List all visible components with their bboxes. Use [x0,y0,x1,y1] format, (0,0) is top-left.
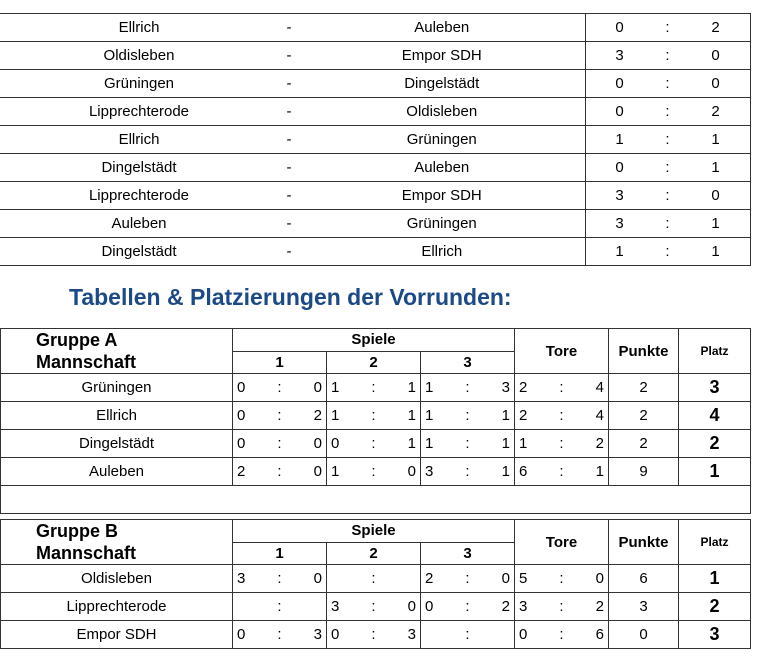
group-name: Gruppe B [36,521,119,541]
game-score [327,593,421,621]
score-right: 3 [407,626,416,643]
game-score [233,565,327,593]
score-colon: : [559,435,564,452]
score-left: 3 [615,215,624,232]
score-colon: : [559,407,564,424]
game-score [421,593,515,621]
score-colon: : [465,435,470,452]
rank: 3 [679,374,751,402]
score-right [496,626,510,643]
goals [515,374,609,402]
away-team: Auleben [299,154,585,182]
score-left: 0 [237,407,246,424]
score-colon: : [465,626,470,643]
game-score [327,565,421,593]
match-score [585,14,750,42]
game-2-header: 2 [327,542,421,565]
group-b-table [0,519,751,649]
score-colon: : [277,407,282,424]
score-left: 5 [519,570,528,587]
game-score [421,374,515,402]
away-team: Grüningen [299,210,585,238]
team-column-header: Mannschaft [36,543,137,563]
game-score [327,374,421,402]
team-name: Dingelstädt [1,430,233,458]
score-right: 3 [501,379,510,396]
score-colon: : [277,626,282,643]
goals-header: Tore [515,329,609,374]
separator: - [279,210,299,238]
score-right: 1 [407,435,416,452]
score-colon: : [665,75,670,92]
team-name: Lipprechterode [1,593,233,621]
game-score [421,621,515,649]
home-team: Grüningen [0,70,279,98]
home-team: Ellrich [0,14,279,42]
score-colon: : [665,47,670,64]
score-left: 2 [519,379,528,396]
score-right: 1 [711,131,720,148]
score-right: 1 [407,407,416,424]
points: 2 [609,430,679,458]
score-left: 0 [615,159,624,176]
score-colon: : [559,379,564,396]
separator: - [279,182,299,210]
game-score [327,402,421,430]
section-heading: Tabellen & Platzierungen der Vorrunden: [69,284,512,310]
game-3-header: 3 [421,542,515,565]
goals [515,565,609,593]
score-right: 0 [313,435,322,452]
score-left: 1 [331,463,340,480]
score-colon: : [559,626,564,643]
goals [515,593,609,621]
score-colon: : [559,570,564,587]
away-team: Empor SDH [299,182,585,210]
score-colon: : [665,243,670,260]
separator: - [279,238,299,266]
game-2-header: 2 [327,351,421,374]
score-left: 1 [519,435,528,452]
game-score [421,565,515,593]
game-1-header: 1 [233,542,327,565]
score-left: 3 [331,598,340,615]
match-score [585,154,750,182]
score-right: 0 [313,570,322,587]
match-row [0,42,750,70]
team-name: Oldisleben [1,565,233,593]
score-colon: : [371,463,376,480]
score-right: 2 [595,598,604,615]
score-left [237,598,251,615]
separator: - [279,42,299,70]
match-row [0,210,750,238]
score-right: 0 [711,187,720,204]
score-left: 3 [425,463,434,480]
score-left: 0 [237,435,246,452]
score-colon: : [665,103,670,120]
score-colon: : [371,626,376,643]
game-score [233,593,327,621]
game-score [233,458,327,486]
goals [515,621,609,649]
score-left: 1 [425,407,434,424]
score-colon: : [371,407,376,424]
score-left: 2 [519,407,528,424]
match-row [0,98,750,126]
standings-row [1,402,751,430]
away-team: Empor SDH [299,42,585,70]
score-colon: : [277,570,282,587]
points: 3 [609,593,679,621]
score-right: 1 [501,463,510,480]
score-left: 0 [615,75,624,92]
match-score [585,126,750,154]
points: 6 [609,565,679,593]
game-3-header: 3 [421,351,515,374]
score-colon: : [277,379,282,396]
game-score [327,621,421,649]
game-score [421,430,515,458]
rank: 4 [679,402,751,430]
score-right: 0 [407,598,416,615]
score-right [402,570,416,587]
team-name: Ellrich [1,402,233,430]
score-left: 0 [331,626,340,643]
group-header [1,329,233,374]
rank: 2 [679,593,751,621]
score-right: 1 [501,407,510,424]
goals [515,402,609,430]
score-colon: : [665,187,670,204]
game-score [421,458,515,486]
separator: - [279,154,299,182]
score-right: 0 [313,463,322,480]
separator: - [279,14,299,42]
score-colon: : [371,598,376,615]
match-results-table [0,13,751,266]
score-right: 2 [711,19,720,36]
rank: 2 [679,430,751,458]
score-left: 3 [237,570,246,587]
away-team: Oldisleben [299,98,585,126]
standings-row [1,565,751,593]
score-right: 4 [595,407,604,424]
score-colon: : [665,215,670,232]
match-score [585,42,750,70]
rank-header: Platz [679,520,751,565]
match-score [585,70,750,98]
score-left: 1 [425,379,434,396]
score-right: 4 [595,379,604,396]
separator: - [279,126,299,154]
rank-header: Platz [679,329,751,374]
score-left: 0 [237,379,246,396]
score-colon: : [665,131,670,148]
points: 2 [609,374,679,402]
score-left [425,626,439,643]
score-right: 0 [407,463,416,480]
score-left: 3 [615,187,624,204]
score-colon: : [665,19,670,36]
team-name: Empor SDH [1,621,233,649]
home-team: Dingelstädt [0,154,279,182]
group-a-table [0,328,751,514]
score-colon: : [277,598,282,615]
standings-row [1,458,751,486]
score-left [331,570,345,587]
score-left: 0 [519,626,528,643]
score-right: 0 [501,570,510,587]
score-right: 2 [501,598,510,615]
score-colon: : [277,463,282,480]
score-left: 2 [425,570,434,587]
match-score [585,238,750,266]
home-team: Ellrich [0,126,279,154]
goals [515,430,609,458]
score-right: 0 [313,379,322,396]
game-score [327,430,421,458]
score-left: 0 [615,19,624,36]
score-right: 1 [711,215,720,232]
standings-row [1,593,751,621]
game-score [233,374,327,402]
team-name: Auleben [1,458,233,486]
score-colon: : [277,435,282,452]
score-left: 1 [615,131,624,148]
points: 0 [609,621,679,649]
score-colon: : [559,598,564,615]
score-right: 2 [711,103,720,120]
score-colon: : [465,598,470,615]
standings-row [1,621,751,649]
score-right: 6 [595,626,604,643]
score-right: 1 [711,243,720,260]
home-team: Lipprechterode [0,182,279,210]
score-left: 0 [425,598,434,615]
match-row [0,154,750,182]
game-1-header: 1 [233,351,327,374]
home-team: Auleben [0,210,279,238]
home-team: Lipprechterode [0,98,279,126]
score-colon: : [371,379,376,396]
match-row [0,182,750,210]
score-right [308,598,322,615]
rank: 1 [679,565,751,593]
goals [515,458,609,486]
score-left: 2 [237,463,246,480]
score-left: 1 [331,407,340,424]
game-score [233,402,327,430]
away-team: Auleben [299,14,585,42]
away-team: Ellrich [299,238,585,266]
score-right: 0 [711,75,720,92]
score-right: 2 [595,435,604,452]
score-left: 3 [615,47,624,64]
rank: 3 [679,621,751,649]
score-right: 1 [711,159,720,176]
game-score [233,430,327,458]
game-score [327,458,421,486]
score-left: 0 [331,435,340,452]
games-header: Spiele [233,520,515,543]
score-right: 0 [595,570,604,587]
away-team: Grüningen [299,126,585,154]
score-right: 1 [407,379,416,396]
score-colon: : [371,570,376,587]
spacer-row [1,486,751,514]
game-score [233,621,327,649]
score-right: 2 [313,407,322,424]
match-score [585,182,750,210]
match-score [585,98,750,126]
points-header: Punkte [609,520,679,565]
score-left: 3 [519,598,528,615]
match-score [585,210,750,238]
match-row [0,126,750,154]
separator: - [279,70,299,98]
score-right: 0 [711,47,720,64]
score-left: 0 [615,103,624,120]
team-column-header: Mannschaft [36,352,137,372]
score-right: 1 [501,435,510,452]
score-right: 1 [595,463,604,480]
score-left: 1 [331,379,340,396]
group-name: Gruppe A [36,330,118,350]
score-colon: : [465,407,470,424]
score-left: 1 [425,435,434,452]
game-score [421,402,515,430]
match-row [0,238,750,266]
score-colon: : [665,159,670,176]
team-name: Grüningen [1,374,233,402]
match-row [0,70,750,98]
score-colon: : [465,463,470,480]
rank: 1 [679,458,751,486]
score-colon: : [465,379,470,396]
score-left: 6 [519,463,528,480]
games-header: Spiele [233,329,515,352]
separator: - [279,98,299,126]
points: 9 [609,458,679,486]
score-colon: : [559,463,564,480]
away-team: Dingelstädt [299,70,585,98]
points: 2 [609,402,679,430]
score-colon: : [371,435,376,452]
goals-header: Tore [515,520,609,565]
score-left: 0 [237,626,246,643]
standings-row [1,430,751,458]
score-colon: : [465,570,470,587]
home-team: Oldisleben [0,42,279,70]
standings-row [1,374,751,402]
group-header [1,520,233,565]
match-row [0,14,750,42]
score-right: 3 [313,626,322,643]
home-team: Dingelstädt [0,238,279,266]
points-header: Punkte [609,329,679,374]
score-left: 1 [615,243,624,260]
